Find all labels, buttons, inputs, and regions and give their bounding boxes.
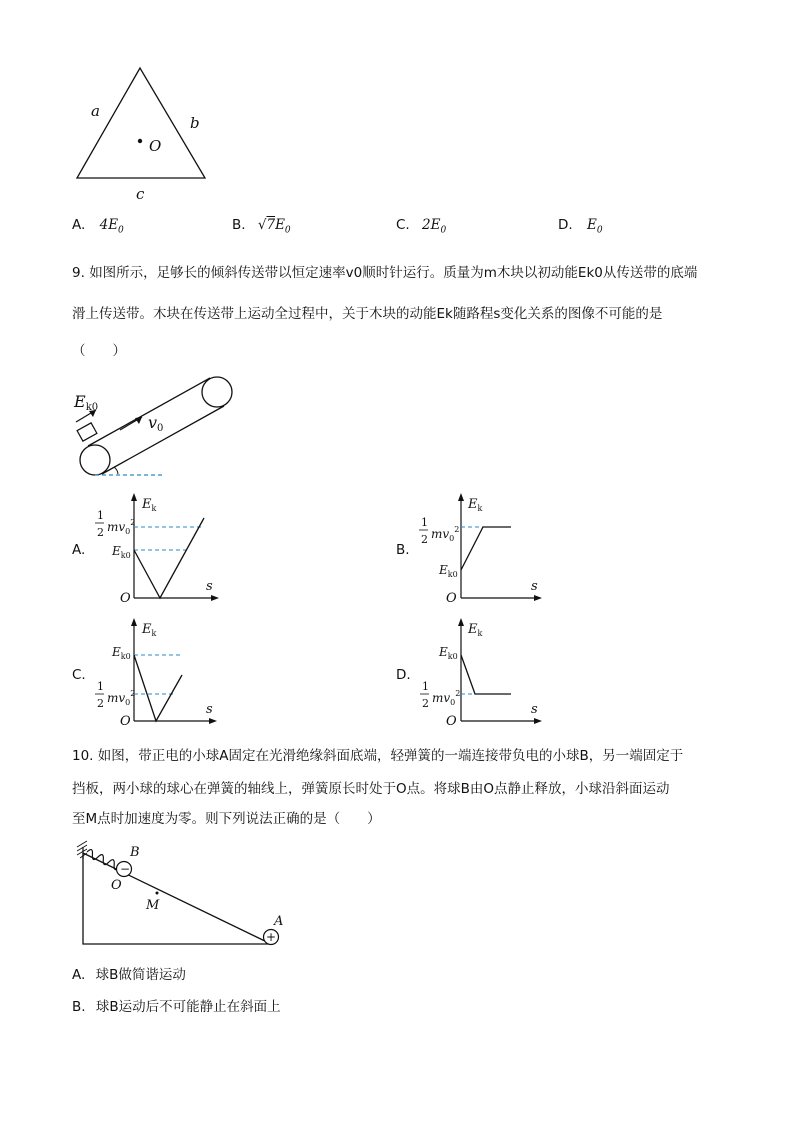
mv0sq-label: $mv_0^2$ xyxy=(107,518,136,536)
side-c-label: c xyxy=(136,185,145,203)
incline-angle-arc xyxy=(114,467,118,474)
q9-option-a-letter: A. xyxy=(72,542,86,558)
wall-hatch xyxy=(77,841,87,858)
q9-text-line2: 滑上传送带。木块在传送带上运动全过程中，关于木块的动能Ek随路程s变化关系的图像不可能的是 xyxy=(72,306,663,322)
q9-text-line1: 如图所示，足够长的倾斜传送带以恒定速率v0顺时针运行。质量为m木块以初动能Ek0从传送带的底端 xyxy=(89,265,698,281)
option-letter: D. xyxy=(558,217,573,233)
q8-option-b xyxy=(232,217,291,236)
option-letter: B. xyxy=(72,999,86,1015)
svg-text:mv02: $mv_0^2$ xyxy=(432,689,461,707)
q10-number: 10. xyxy=(72,748,94,764)
svg-text:Ek0: $E_{k0}$ xyxy=(112,645,131,661)
q10-option-a xyxy=(72,963,186,983)
y-axis-arrow xyxy=(458,493,464,501)
block xyxy=(77,423,97,441)
svg-text:2: 2 xyxy=(421,533,428,546)
ek0-label: Ek0 xyxy=(74,392,99,413)
conveyor-figure xyxy=(70,368,245,480)
svg-text:mv02: $mv_0^2$ xyxy=(107,689,136,707)
b-label: B xyxy=(130,845,140,860)
q9-graph-d xyxy=(415,615,550,730)
ek0-label: $E_{k0}$ xyxy=(112,544,131,560)
q10-text-line3: 至M点时加速度为零。则下列说法正确的是（ ） xyxy=(72,811,381,827)
m-label: M xyxy=(146,898,160,913)
x-axis-arrow xyxy=(534,718,542,724)
q9-option-d-letter: D. xyxy=(396,667,411,683)
q10-text-line2: 挡板，两小球的球心在弹簧的轴线上，弹簧原长时处于O点。将球B由O点静止释放，小球沿斜面运动 xyxy=(72,781,670,797)
option-letter: B. xyxy=(232,217,246,233)
equilateral-triangle xyxy=(77,68,205,178)
center-dot xyxy=(138,139,142,143)
q9-option-b-letter: B. xyxy=(396,542,410,558)
svg-text:1: 1 xyxy=(421,516,428,529)
half-num: 1 xyxy=(97,509,104,522)
origin-label: O xyxy=(120,714,131,729)
option-value: $√7E_0$ xyxy=(257,217,291,236)
q8-option-c xyxy=(396,217,446,236)
graph-a-svg xyxy=(92,490,227,605)
v0-label: v0 xyxy=(148,413,164,434)
svg-text:Ek: $E_k$ xyxy=(142,622,157,638)
svg-text:Ek: $E_k$ xyxy=(468,622,483,638)
q10-option-b xyxy=(72,995,281,1015)
ek-curve xyxy=(134,655,182,721)
incline-figure xyxy=(75,835,295,955)
incline-svg xyxy=(75,835,295,955)
x-axis-label: s xyxy=(206,702,213,717)
origin-label: O xyxy=(446,591,457,606)
origin-label: O xyxy=(446,714,457,729)
belt-bottom-edge xyxy=(102,406,224,474)
q8-option-a xyxy=(72,217,124,236)
x-axis-label: s xyxy=(531,579,538,594)
svg-text:Ek0: $E_{k0}$ xyxy=(439,645,458,661)
option-letter: A. xyxy=(72,217,86,233)
half-den: 2 xyxy=(97,526,104,539)
option-value: $E_0$ xyxy=(586,217,603,236)
side-a-label: a xyxy=(91,102,100,120)
x-axis-label: s xyxy=(531,702,538,717)
svg-text:2: 2 xyxy=(97,697,104,710)
graph-b-svg xyxy=(415,490,550,605)
graph-d-svg xyxy=(415,615,550,730)
ek-curve xyxy=(461,655,511,694)
option-value: $2E_0$ xyxy=(422,217,447,236)
svg-text:Ek: $E_k$ xyxy=(142,497,157,513)
incline-triangle xyxy=(83,853,271,944)
x-axis-arrow xyxy=(209,718,217,724)
q9-option-c-letter: C. xyxy=(72,667,86,683)
side-b-label: b xyxy=(190,114,200,132)
origin-label: O xyxy=(120,591,131,606)
y-axis-arrow xyxy=(131,493,137,501)
conveyor-svg xyxy=(70,368,245,480)
x-axis-arrow xyxy=(534,595,542,601)
svg-text:1: 1 xyxy=(97,680,104,693)
option-value: $4E_0$ xyxy=(99,217,124,236)
m-point xyxy=(156,892,159,895)
o-label: O xyxy=(111,878,122,893)
q9-number: 9. xyxy=(72,265,85,281)
graph-c-svg xyxy=(92,615,227,730)
option-text: 球B做简谐运动 xyxy=(95,967,186,983)
x-axis-label: s xyxy=(206,579,213,594)
plus-sign: + xyxy=(266,930,277,944)
top-roller xyxy=(202,377,232,407)
q9-graph-c xyxy=(92,615,227,730)
triangle-svg xyxy=(60,60,230,210)
option-text: 球B运动后不可能静止在斜面上 xyxy=(95,999,281,1015)
q9-graph-a xyxy=(92,490,227,605)
minus-sign: − xyxy=(120,862,131,876)
svg-text:1: 1 xyxy=(422,680,429,693)
q9-bracket: （ ） xyxy=(72,343,126,359)
ek-curve xyxy=(461,527,511,570)
svg-text:Ek: $E_k$ xyxy=(468,497,483,513)
y-axis-arrow xyxy=(131,618,137,626)
q10-text-line1: 如图，带正电的小球A固定在光滑绝缘斜面底端，轻弹簧的一端连接带负电的小球B，另一端固定于 xyxy=(97,748,684,764)
option-letter: A. xyxy=(72,967,86,983)
a-label: A xyxy=(274,914,284,929)
q8-option-d xyxy=(558,217,603,236)
svg-text:mv02: $mv_0^2$ xyxy=(431,525,460,543)
ek-curve xyxy=(134,518,204,598)
y-axis-arrow xyxy=(458,618,464,626)
q9-graph-b xyxy=(415,490,550,605)
q10-line1 xyxy=(72,744,683,764)
svg-text:Ek0: $E_{k0}$ xyxy=(439,563,458,579)
belt-top-edge xyxy=(88,378,210,446)
triangle-figure xyxy=(60,60,230,210)
x-axis-arrow xyxy=(211,595,219,601)
svg-text:2: 2 xyxy=(422,697,429,710)
q9-line1 xyxy=(72,261,697,281)
center-o-label: O xyxy=(149,137,162,155)
option-letter: C. xyxy=(396,217,410,233)
bottom-roller xyxy=(80,445,110,475)
